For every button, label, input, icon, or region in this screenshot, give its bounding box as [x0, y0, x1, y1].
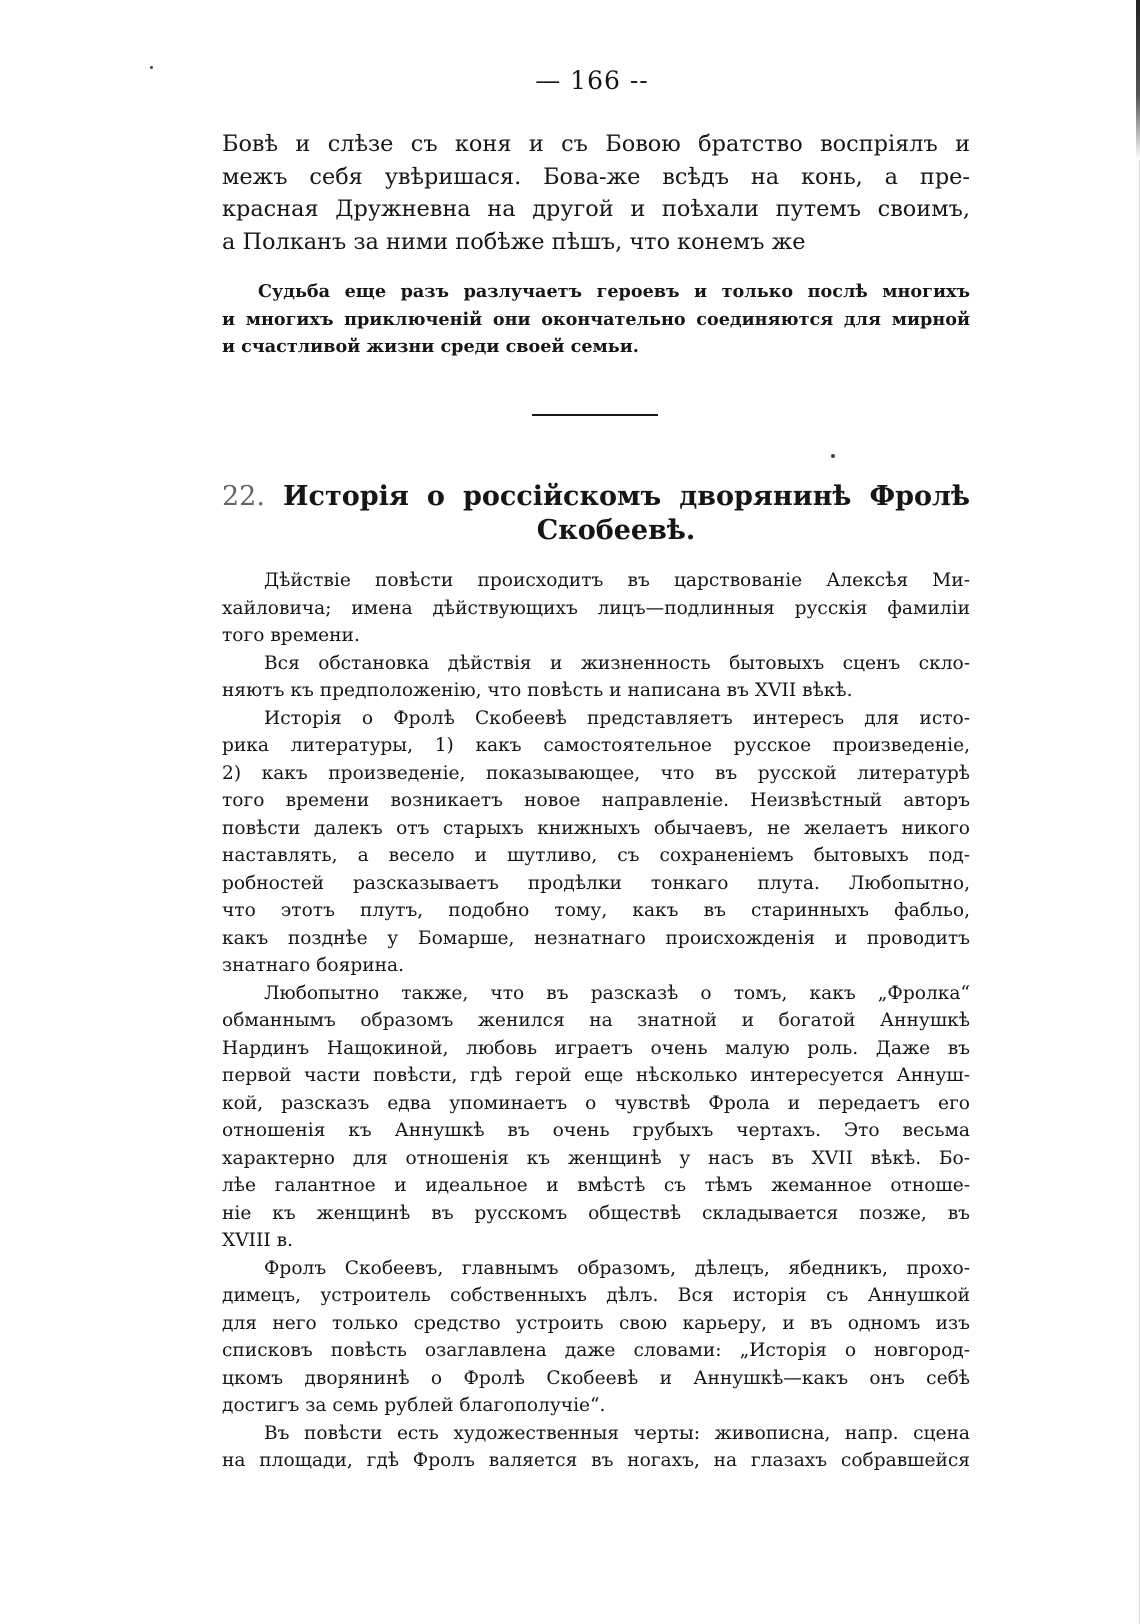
text-line: наставлять, а весело и шутливо, съ сохраненіемъ бытовыхъ под-	[222, 845, 970, 866]
text-line: первой части повѣсти, гдѣ герой еще нѣсколько интересуется Аннуш-	[222, 1065, 970, 1086]
text-line: 2) какъ произведеніе, показывающее, что въ русской литературѣ	[222, 762, 970, 784]
text-line: знатнаго боярина.	[222, 955, 405, 976]
body-text	[222, 567, 970, 1475]
text-line: хайловича; имена дѣйствующихъ лицъ—подлинныя русскія фамиліи	[222, 597, 970, 619]
text-line: характерно для отношенія къ женщинѣ у насъ въ XVII вѣкѣ. Бо-	[222, 1147, 970, 1169]
chapter-number: 22.	[222, 481, 265, 512]
text-line: робностей разсказываетъ продѣлки тонкаго плута. Любопытно,	[222, 872, 970, 894]
scan-speck	[831, 454, 835, 458]
text-line: и счастливой жизни среди своей семьи.	[222, 336, 639, 357]
text-line: отношенія къ Аннушкѣ въ очень грубыхъ чертахъ. Это весьма	[222, 1120, 970, 1141]
text-line: повѣсти далекъ отъ старыхъ книжныхъ обычаевъ, не желаетъ никого	[222, 817, 970, 839]
text-line: кой, разсказъ едва упоминаетъ о чувствѣ Фрола и передаетъ его	[222, 1092, 970, 1114]
text-line: красная Дружневна на другой и поѣхали путемъ своимъ,	[222, 196, 970, 222]
text-line: Любопытно также, что въ разсказѣ о томъ, какъ „Фролка“	[264, 982, 970, 1004]
chapter-heading-row	[222, 480, 970, 514]
text-line: XVIII в.	[222, 1230, 293, 1251]
page-number: — 166 --	[535, 66, 649, 95]
page-edge-shadow	[1126, 0, 1140, 1624]
narrative-paragraph	[222, 128, 970, 258]
text-line: для него только средство устроить свою карьеру, и въ одномъ изъ	[222, 1312, 970, 1334]
text-line: что этотъ плутъ, подобно тому, какъ въ старинныхъ фабльо,	[222, 900, 970, 921]
text-line: Въ повѣсти есть художественныя черты: живописна, напр. сцена	[264, 1422, 970, 1444]
section-separator	[532, 414, 658, 416]
text-line: а Полканъ за ними побѣже пѣшъ, что конемъ же	[222, 228, 806, 255]
chapter-title-line1: Исторія о россійскомъ дворянинѣ Фролѣ	[283, 481, 970, 512]
text-line: рика литературы, 1) какъ самостоятельное русское произведеніе,	[222, 735, 970, 756]
text-line: Судьба еще разъ разлучаетъ героевъ и только послѣ многихъ	[258, 281, 970, 302]
text-line: лѣе галантное и идеальное и вмѣстѣ съ тѣмъ жеманное отноше-	[222, 1175, 970, 1196]
text-line: цкомъ дворянинѣ о Фролѣ Скобеевѣ и Аннушкѣ—какъ онъ себѣ	[222, 1367, 970, 1389]
text-line: ніе къ женщинѣ въ русскомъ обществѣ складывается позже, въ	[222, 1202, 970, 1224]
summary-paragraph	[222, 278, 970, 361]
text-line: списковъ повѣсть озаглавлена даже словами: „Исторія о новгород-	[222, 1340, 970, 1361]
text-line: достигъ за семь рублей благополучіе“.	[222, 1395, 606, 1416]
text-line: няютъ къ предположенію, что повѣсть и написана въ XVII вѣкѣ.	[222, 680, 853, 701]
text-line: Бовѣ и слѣзе съ коня и съ Бовою братство воспріялъ и	[222, 131, 970, 157]
chapter-title-line2: Скобеевѣ.	[536, 515, 696, 546]
text-line: Нардинъ Нащокиной, любовь играетъ очень малую роль. Даже въ	[222, 1037, 970, 1059]
text-line: того времени.	[222, 625, 360, 646]
text-line: того времени возникаетъ новое направленіе. Неизвѣстный авторъ	[222, 790, 970, 811]
text-line: обманнымъ образомъ женился на знатной и богатой Аннушкѣ	[222, 1010, 970, 1031]
text-line: Исторія о Фролѣ Скобеевѣ представляетъ интересъ для исто-	[264, 707, 970, 729]
text-line: какъ позднѣе у Бомарше, незнатнаго происхожденія и проводитъ	[222, 927, 970, 949]
chapter-heading	[222, 480, 970, 548]
text-line: Вся обстановка дѣйствія и жизненность бытовыхъ сценъ скло-	[264, 652, 970, 674]
text-line: Фролъ Скобеевъ, главнымъ образомъ, дѣлецъ, ябедникъ, прохо-	[264, 1257, 970, 1279]
text-line: Дѣйствіе повѣсти происходитъ въ царствованіе Алексѣя Ми-	[264, 570, 970, 591]
text-line: межъ себя увѣришася. Бова-же всѣдъ на конь, а пре-	[222, 163, 970, 190]
text-line: на площади, гдѣ Фролъ валяется въ ногахъ, на глазахъ собравшейся	[222, 1450, 970, 1471]
text-line: и многихъ приключеній они окончательно соединяются для мирной	[222, 308, 970, 330]
text-line: димецъ, устроитель собственныхъ дѣлъ. Вся исторія съ Аннушкой	[222, 1285, 970, 1306]
